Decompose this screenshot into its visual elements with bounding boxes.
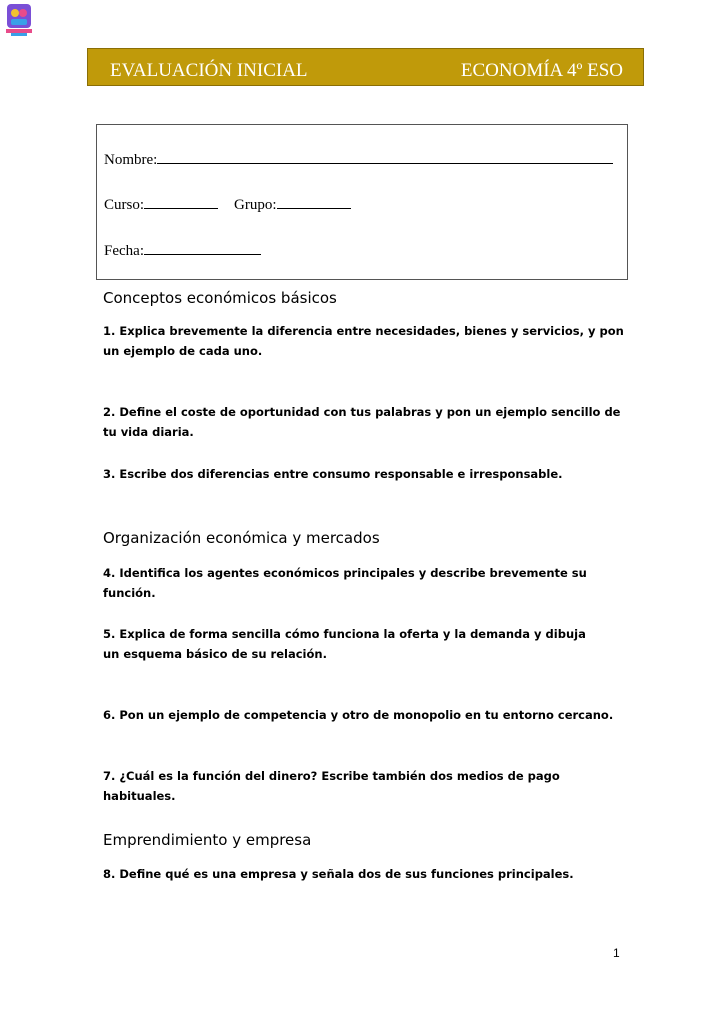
curso-field[interactable] [104,194,218,214]
header-title: EVALUACIÓN INICIAL [110,60,308,81]
exam-header [87,48,644,86]
question-3: 3. Escribe dos diferencias entre consumo responsable e irresponsable. [103,467,563,481]
nombre-label: Nombre: [104,152,158,168]
nombre-line[interactable] [157,149,613,164]
question-5: 5. Explica de forma sencilla cómo funciona la oferta y la demanda y dibuja un esquema básico de su relación. [103,627,586,661]
question-8: 8. Define qué es una empresa y señala dos de sus funciones principales. [103,867,574,881]
question-6: 6. Pon un ejemplo de competencia y otro de monopolio en tu entorno cercano. [103,708,614,722]
question-1: 1. Explica brevemente la diferencia entre necesidades, bienes y servicios, y pon un ejemplo de cada uno. [103,324,624,358]
curso-label: Curso: [104,197,145,213]
grupo-label: Grupo: [234,197,277,213]
grupo-line[interactable] [277,194,351,209]
logo-image [6,3,32,37]
grupo-field[interactable] [234,194,351,214]
section-title: Conceptos económicos básicos [103,289,337,307]
curso-line[interactable] [144,194,218,209]
student-info-box [96,124,628,280]
nombre-field[interactable] [104,149,613,169]
fecha-line[interactable] [144,240,261,255]
question-2: 2. Define el coste de oportunidad con tus palabras y pon un ejemplo sencillo de tu vida diaria. [103,405,621,439]
fecha-field[interactable] [104,240,261,260]
question-7: 7. ¿Cuál es la función del dinero? Escribe también dos medios de pago habituales. [103,769,560,803]
section-title: Emprendimiento y empresa [103,831,312,849]
question-4: 4. Identifica los agentes económicos principales y describe brevemente su función. [103,566,587,600]
fecha-label: Fecha: [104,243,144,259]
section-title: Organización económica y mercados [103,529,380,547]
header-subject: ECONOMÍA 4º ESO [460,60,623,81]
page-number: 1 [613,946,620,960]
